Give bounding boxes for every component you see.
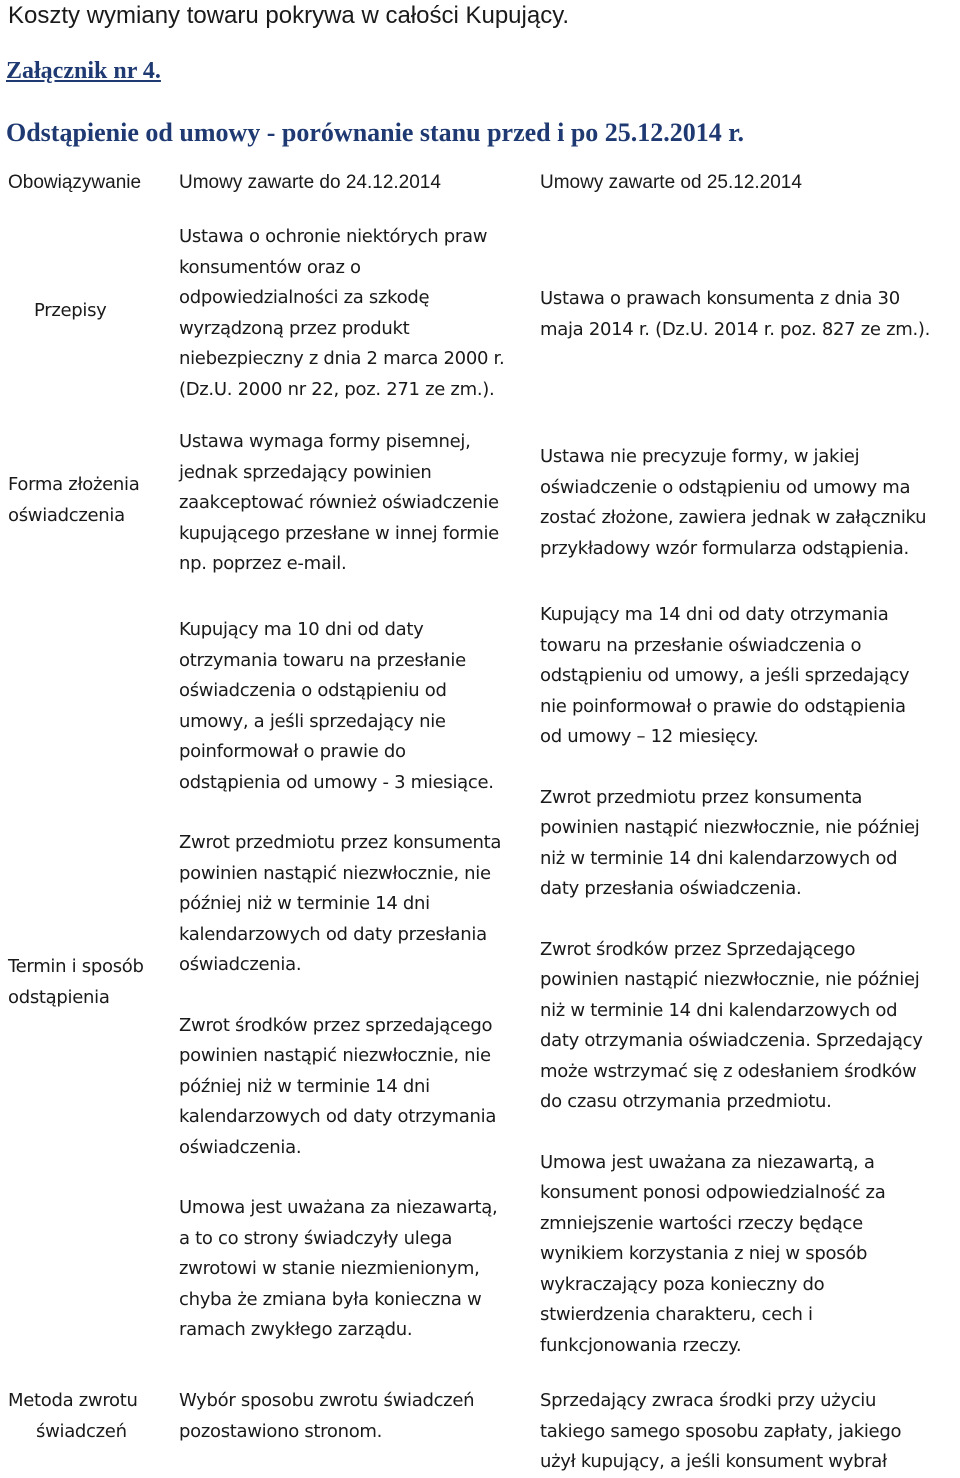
text-line: powinien nastąpić niezwłocznie, nie [179, 862, 491, 884]
cell-return-method-after [540, 1386, 901, 1478]
text-line: maja 2014 r. (Dz.U. 2014 r. poz. 827 ze zm.). [540, 318, 931, 340]
text-line: Ustawa nie precyzuje formy, w jakiej [540, 446, 860, 467]
text-line: otrzymania towaru na przesłanie [179, 649, 466, 671]
text-line: niż w terminie 14 dni kalendarzowych od [540, 847, 898, 869]
text-line: Wybór sposobu zwrotu świadczeń [179, 1390, 475, 1411]
text-line: przykładowy wzór formularza odstąpienia. [540, 537, 909, 559]
text-line: kupującego przesłane w innej formie [179, 522, 499, 544]
row-label-deadline [8, 952, 144, 1013]
text-line: Ustawa o prawach konsumenta z dnia 30 [540, 288, 900, 309]
text-line: niebezpieczny z dnia 2 marca 2000 r. [179, 348, 505, 369]
text-line: odpowiedzialności za szkodę [179, 287, 430, 308]
text-line: towaru na przesłanie oświadczenia o [540, 634, 862, 656]
text-line: użył kupujący, a jeśli konsument wybrał [540, 1451, 887, 1472]
text-line: stwierdzenia charakteru, cech i [540, 1304, 813, 1325]
text-line: np. poprzez e-mail. [179, 553, 347, 574]
text-line: Zwrot przedmiotu przez konsumenta [179, 832, 502, 853]
intro-text: Koszty wymiany towaru pokrywa w całości Kupujący. [8, 2, 570, 29]
text-line: Ustawa o ochronie niektórych praw [179, 226, 488, 247]
text-line: Kupujący ma 14 dni od daty otrzymania [540, 604, 889, 625]
text-line: Ustawa wymaga formy pisemnej, [179, 431, 471, 452]
header-col-validity: Obowiązywanie [8, 172, 142, 193]
text-line: kalendarzowych od daty otrzymania [179, 1106, 497, 1127]
row-label-line: odstąpienia [8, 986, 110, 1008]
text-line: jednak sprzedający powinien [179, 461, 432, 483]
cell-regulations-after [540, 284, 930, 345]
page-title: Odstąpienie od umowy - porównanie stanu przed i po 25.12.2014 r. [6, 118, 744, 147]
text-line: umowy, a jeśli sprzedający nie [179, 710, 446, 732]
row-label-return-method [8, 1386, 138, 1447]
annex-label: Załącznik nr 4. [6, 58, 161, 84]
text-line: pozostawiono stronom. [179, 1420, 383, 1442]
row-label-line: Metoda zwrotu [8, 1390, 138, 1411]
cell-regulations-before [179, 222, 504, 405]
text-line: Umowa jest uważana za niezawartą, a [540, 1151, 875, 1173]
text-line: Umowa jest uważana za niezawartą, [179, 1197, 498, 1218]
text-line: kalendarzowych od daty przesłania [179, 923, 487, 945]
text-line: do czasu otrzymania przedmiotu. [540, 1091, 832, 1112]
text-line: zostać złożone, zawiera jednak w załączniku [540, 507, 927, 528]
text-line: zwrotowi w stanie niezmienionym, [179, 1258, 480, 1279]
text-line: później niż w terminie 14 dni [179, 893, 430, 914]
text-line: wyrządzoną przez produkt [179, 317, 410, 339]
text-line: wynikiem korzystania z niej w sposób [540, 1243, 868, 1264]
cell-statement-form-before [179, 427, 499, 580]
text-line: nie poinformował o prawie do odstąpienia [540, 695, 906, 717]
text-line: Kupujący ma 10 dni od daty [179, 619, 424, 640]
text-line: Zwrot środków przez sprzedającego [179, 1014, 493, 1036]
row-label-line: oświadczenia [8, 504, 125, 526]
text-line: zmniejszenie wartości rzeczy będące [540, 1212, 863, 1234]
text-line: Sprzedający zwraca środki przy użyciu [540, 1390, 877, 1411]
text-line: powinien nastąpić niezwłocznie, nie później [540, 969, 920, 990]
text-line: niż w terminie 14 dni kalendarzowych od [540, 999, 898, 1021]
cell-deadline-after [540, 600, 923, 1361]
row-label-line: Przepisy [34, 300, 107, 321]
text-line: konsumentów oraz o [179, 256, 361, 278]
text-line: daty otrzymania oświadczenia. Sprzedający [540, 1030, 923, 1051]
cell-return-method-before [179, 1386, 474, 1447]
text-line: chyba że zmiana była konieczna w [179, 1288, 482, 1310]
text-line: ramach zwykłego zarządu. [179, 1319, 413, 1340]
row-label-line: świadczeń [36, 1420, 127, 1442]
row-label-regulations [8, 296, 107, 327]
text-line: powinien nastąpić niezwłocznie, nie później [540, 817, 920, 838]
text-line: powinien nastąpić niezwłocznie, nie [179, 1045, 491, 1066]
text-line: Zwrot przedmiotu przez konsumenta [540, 786, 863, 808]
text-line: konsument ponosi odpowiedzialność za [540, 1182, 886, 1203]
header-col-before: Umowy zawarte do 24.12.2014 [179, 172, 441, 193]
cell-deadline-before [179, 615, 501, 1346]
text-line: oświadczenia. [179, 1136, 302, 1158]
text-line: daty przesłania oświadczenia. [540, 878, 802, 899]
text-line: a to co strony świadczyły ulega [179, 1227, 453, 1249]
text-line: od umowy – 12 miesięcy. [540, 726, 759, 747]
text-line: odstąpieniu od umowy, a jeśli sprzedający [540, 665, 910, 686]
text-line: odstąpienia od umowy - 3 miesiące. [179, 771, 494, 793]
row-label-line: Forma złożenia [8, 474, 140, 495]
text-line: oświadczenia. [179, 954, 302, 975]
text-line: takiego samego sposobu zapłaty, jakiego [540, 1420, 902, 1442]
text-line: zaakceptować również oświadczenie [179, 492, 499, 513]
text-line: poinformował o prawie do [179, 741, 406, 762]
text-line: (Dz.U. 2000 nr 22, poz. 271 ze zm.). [179, 378, 495, 400]
text-line: oświadczenie o odstąpieniu od umowy ma [540, 476, 911, 498]
text-line: może wstrzymać się z odesłaniem środków [540, 1060, 917, 1082]
header-col-after: Umowy zawarte od 25.12.2014 [540, 172, 802, 193]
text-line: Zwrot środków przez Sprzedającego [540, 938, 856, 960]
text-line: funkcjonowania rzeczy. [540, 1334, 742, 1356]
text-line: wykraczający poza konieczny do [540, 1273, 825, 1295]
row-label-line: Termin i sposób [8, 956, 144, 977]
text-line: później niż w terminie 14 dni [179, 1075, 430, 1097]
text-line: oświadczenia o odstąpieniu od [179, 680, 447, 701]
cell-statement-form-after [540, 442, 926, 564]
row-label-statement-form [8, 470, 139, 531]
